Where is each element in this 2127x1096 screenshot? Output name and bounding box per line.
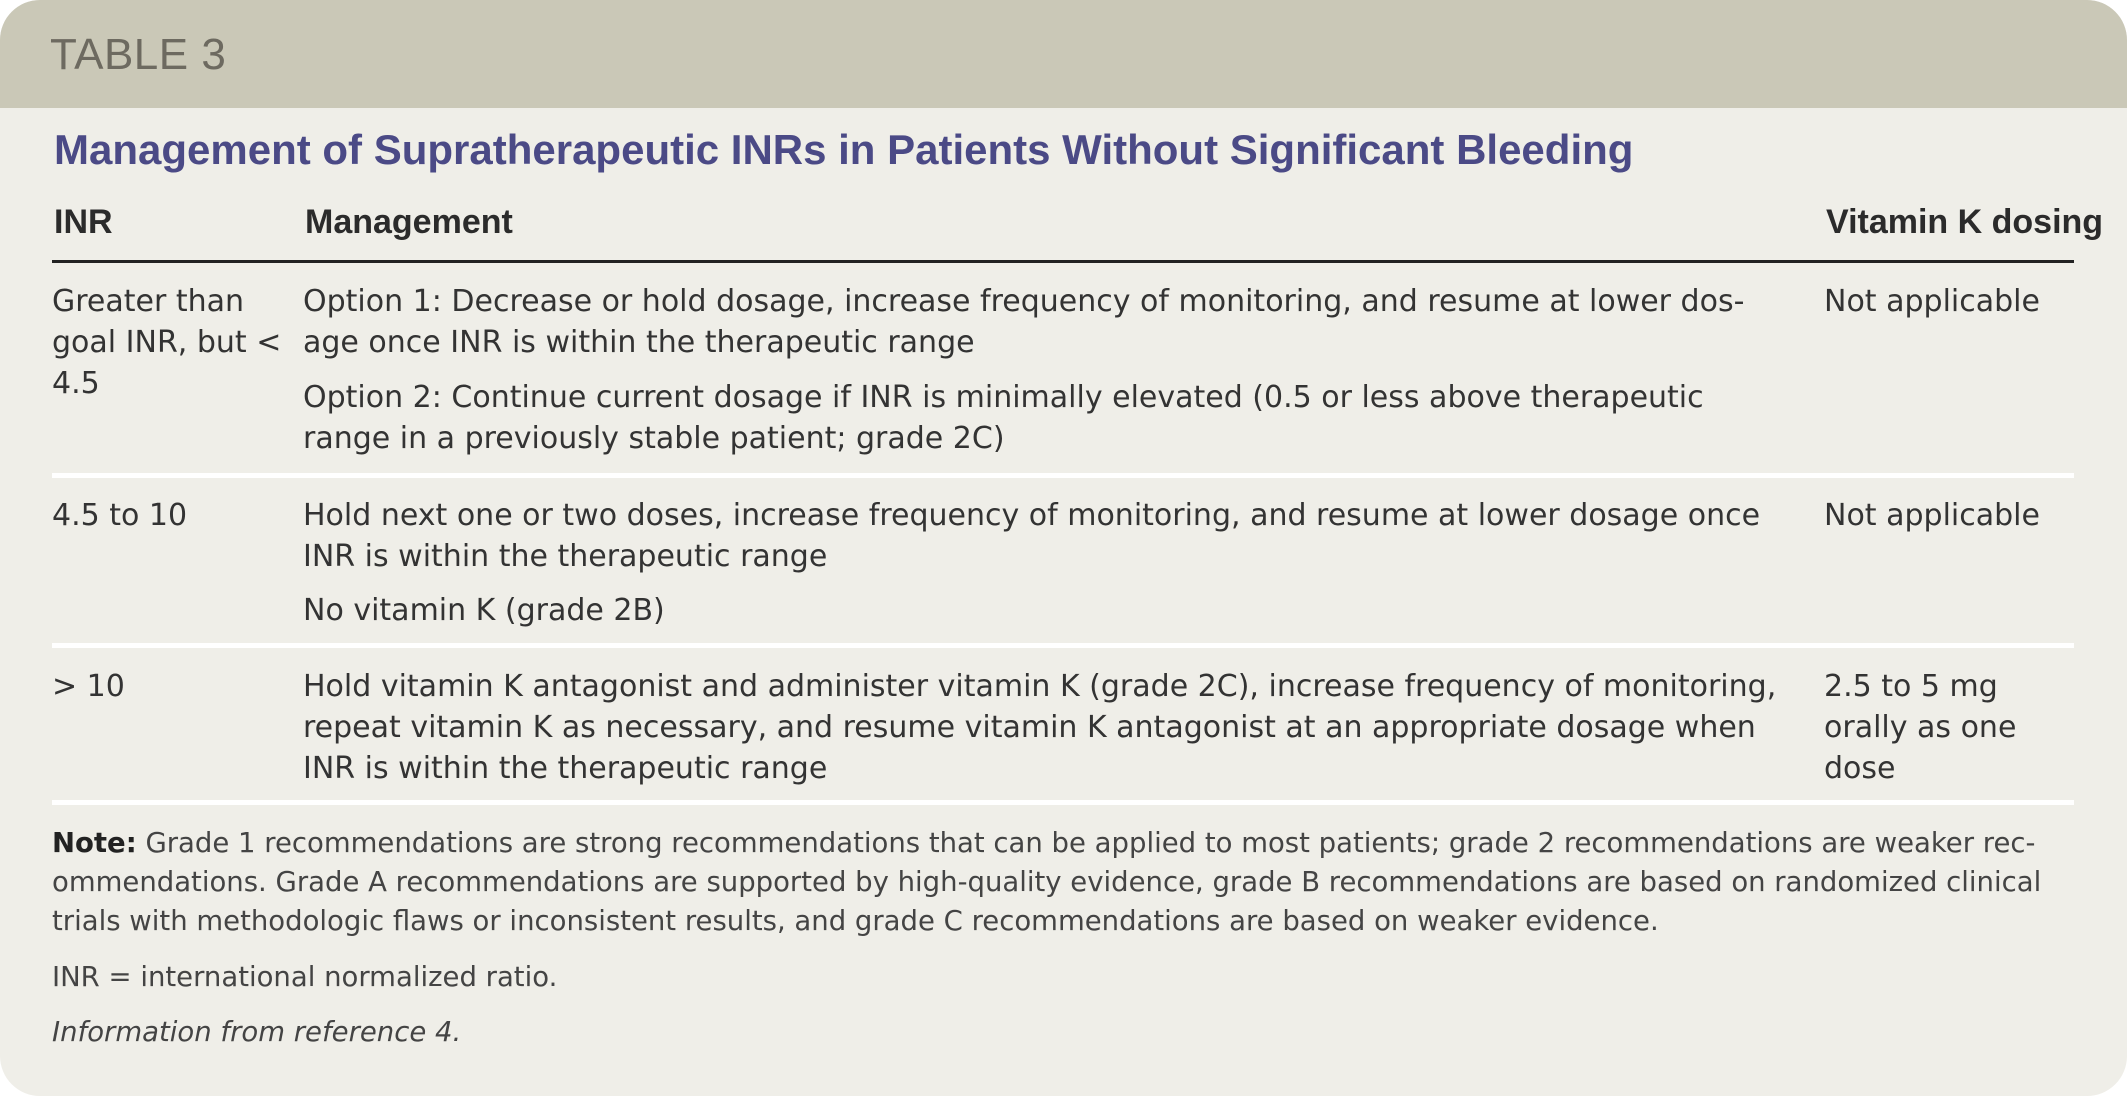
row-1-inr: Greater than goal INR, but < 4.5: [52, 284, 282, 401]
row-1-vitamin-k: Not applicable: [1824, 284, 2040, 319]
footnote-abbreviation: INR = international normalized ratio.: [52, 961, 558, 993]
row-divider: [52, 800, 2074, 805]
table-title: Management of Supratherapeutic INRs in Patients Without Significant Bleeding: [54, 126, 1634, 173]
table-label: TABLE 3: [50, 30, 227, 79]
note-label: Note:: [52, 827, 137, 859]
footnote-source: Information from reference 4.: [52, 1016, 462, 1048]
column-header-vitamin-k: Vitamin K dosing: [1826, 203, 2104, 241]
row-divider: [52, 473, 2074, 478]
card-header: [0, 0, 2127, 108]
row-3-inr: > 10: [52, 669, 125, 704]
footnote-note: [52, 824, 2076, 941]
note-text: Grade 1 recommendations are strong recommendations that can be applied to most patients; grade 2 recommendations are weaker rec-ommendations. Grade A recommendations are supported by high-quality evidence, grade B recommendations are based on randomized clinical trials with methodologic flaws or inconsistent results, and grade C recommendations are based on weaker evidence.: [52, 827, 2042, 937]
row-1-management-option-2: Option 2: Continue current dosage if INR is minimally elevated (0.5 or less above therapeutic range in a previously stable patient; grade 2C): [303, 380, 1704, 456]
column-header-inr: INR: [54, 203, 113, 241]
column-header-management: Management: [305, 203, 513, 241]
header-rule: [52, 260, 2074, 263]
row-2-inr: 4.5 to 10: [52, 498, 188, 533]
row-1-management-option-1: Option 1: Decrease or hold dosage, increase frequency of monitoring, and resume at lower dos-age once INR is within the therapeutic range: [303, 284, 1745, 360]
row-2-vitamin-k: Not applicable: [1824, 498, 2040, 533]
row-2-management-line-2: No vitamin K (grade 2B): [303, 593, 665, 628]
row-2-management-line-1: Hold next one or two doses, increase frequency of monitoring, and resume at lower dosage once INR is within the therapeutic range: [303, 498, 1761, 574]
row-3-vitamin-k: 2.5 to 5 mg orally as one dose: [1824, 669, 2017, 786]
row-divider: [52, 643, 2074, 648]
row-3-management: Hold vitamin K antagonist and administer vitamin K (grade 2C), increase frequency of monitoring, repeat vitamin K as necessary, and resume vitamin K antagonist at an appropriate dosage when INR is within the therapeutic range: [303, 669, 1777, 786]
